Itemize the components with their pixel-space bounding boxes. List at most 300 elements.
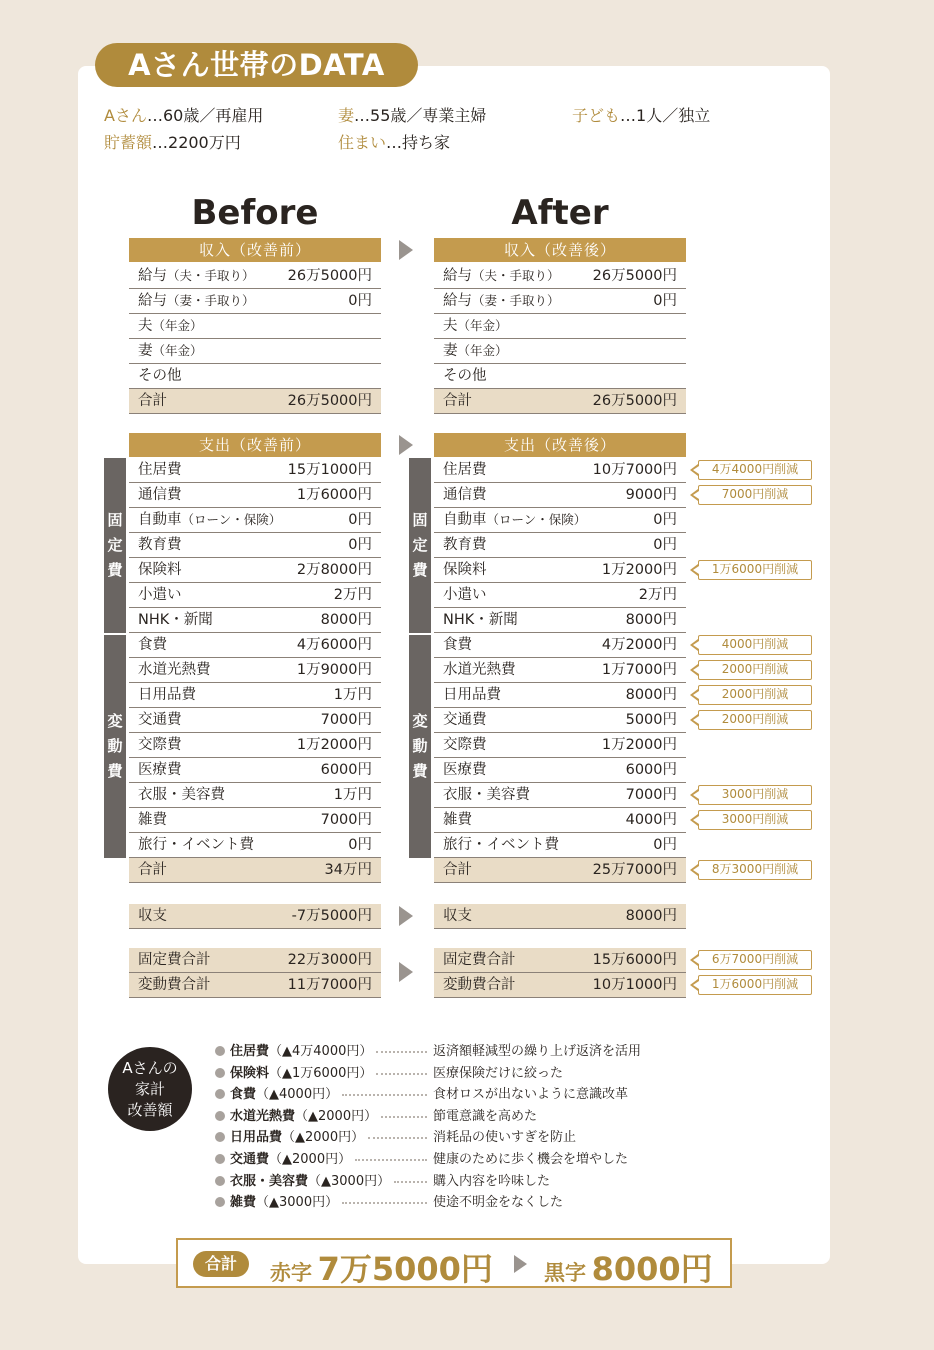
before-income-header: 収入（改善前） [129,238,381,262]
row-label-main: 合計 [138,393,167,409]
category-char: 動 [412,737,428,755]
improvement-item [215,1041,665,1062]
row-label [443,583,487,607]
table-row [129,533,381,558]
table-row [129,339,381,364]
row-value: 1万2000円 [601,737,677,753]
row-value: 4000円 [625,812,677,828]
surplus-value: 8000円 [591,1250,713,1288]
dotted-leader [376,1073,427,1075]
row-label-main: 雑費 [138,812,167,828]
row-value: 1万2000円 [601,562,677,578]
row-label [443,264,560,288]
row-value: 2万8000円 [296,562,372,578]
row-value: 0円 [653,512,677,528]
circle-line: Aさんの [122,1058,178,1077]
row-value: 0円 [348,837,372,853]
row-label-main: 保険料 [443,562,487,578]
row-label [138,683,196,707]
table-row [434,508,686,533]
table-row [129,633,381,658]
profile-a-value: …60歳／再雇用 [146,106,264,125]
row-label [443,608,518,632]
dotted-leader [342,1094,427,1096]
item-description: 使途不明金をなくした [433,1195,564,1211]
row-label [443,973,516,997]
row-label-main: 合計 [443,862,472,878]
row-label-main: 自動車 [138,512,182,528]
table-row [129,583,381,608]
reduction-badge: 1万6000円削減 [698,975,812,995]
row-value: 0円 [653,837,677,853]
profile-savings-label: 貯蓄額 [104,133,153,152]
total-row [129,948,381,973]
row-value: 1万7000円 [601,662,677,678]
total-row [434,904,686,929]
row-label [138,458,182,482]
row-label [138,758,182,782]
table-row [129,708,381,733]
row-value: 7000円 [625,787,677,803]
before-after-arrow-icon [399,240,413,260]
row-label [443,708,487,732]
row-label-main: 合計 [443,393,472,409]
row-label-main: 妻 [138,343,153,359]
item-description: 返済額軽減型の繰り上げ返済を活用 [433,1044,642,1059]
row-label-main: 教育費 [138,537,182,553]
row-label [138,583,182,607]
table-row [434,264,686,289]
improvement-item [215,1063,665,1084]
row-label [443,833,559,857]
row-label-main: 衣服・美容費 [443,787,530,803]
row-label [138,633,167,657]
row-label [443,633,472,657]
table-row [434,658,686,683]
table-row [434,633,686,658]
table-row [434,733,686,758]
table-row [434,583,686,608]
row-value: 0円 [348,512,372,528]
table-row [434,458,686,483]
table-row [434,339,686,364]
row-label-main: 夫 [443,318,458,334]
row-value: 1万2000円 [296,737,372,753]
bullet-icon [215,1132,225,1142]
row-label-main: 小遣い [138,587,182,603]
item-description: 消耗品の使いすぎを防止 [433,1130,577,1146]
row-label-main: その他 [443,368,487,384]
before-after-arrow-icon [399,435,413,455]
before-after-arrow-icon [399,962,413,982]
row-label [443,314,508,338]
table-row [129,314,381,339]
row-label [443,458,487,482]
row-label [443,758,487,782]
row-label-main: NHK・新聞 [138,612,213,628]
row-value: 8000円 [625,612,677,628]
row-label [138,808,167,832]
row-label-main: 衣服・美容費 [138,787,225,803]
deficit-label: 赤字 [270,1261,312,1285]
row-value: 34万円 [324,862,372,878]
row-label-main: 医療費 [443,762,487,778]
bullet-icon [215,1111,225,1121]
row-label [443,858,472,882]
table-row [129,364,381,389]
row-value: 8000円 [625,908,677,924]
row-label [138,314,203,338]
row-value: 0円 [653,293,677,309]
row-label-note: （年金） [457,343,508,358]
profile-savings [104,130,241,153]
row-label [443,683,501,707]
category-char: 変 [107,712,123,730]
row-label-main: 収支 [443,908,472,924]
row-label [138,533,182,557]
row-label [443,558,487,582]
row-label-note: （妻・手取り） [167,293,255,308]
row-label-main: 雑費 [443,812,472,828]
row-label [443,533,487,557]
table-row [434,314,686,339]
table-row [129,833,381,858]
row-label [138,558,182,582]
row-label-main: 通信費 [443,487,487,503]
row-label-note: （年金） [152,318,203,333]
row-label [443,364,487,388]
bullet-icon [215,1154,225,1164]
dotted-leader [342,1202,427,1204]
item-amount: （▲2000円） [269,1152,352,1167]
row-value: 15万1000円 [287,462,372,478]
profile-a-label: Aさん [104,106,147,125]
table-row [434,289,686,314]
after-expense-header: 支出（改善後） [434,433,686,457]
category-char: 費 [412,561,428,579]
row-value: 1万9000円 [296,662,372,678]
profile-child-value: …1人／独立 [620,106,711,125]
circle-line: 家計 [134,1079,165,1098]
row-label-main: 日用品費 [443,687,501,703]
row-label [138,608,213,632]
row-label-note: （夫・手取り） [472,268,560,283]
row-label-main: その他 [138,368,182,384]
item-amount: （▲4万4000円） [269,1044,373,1059]
item-name: 雑費 [230,1195,257,1211]
page-title: Aさん世帯のDATA [95,43,418,87]
improvement-item [215,1149,665,1170]
table-row [434,364,686,389]
row-label [443,389,472,413]
category-char: 固 [412,511,428,529]
category-char: 定 [412,536,428,554]
total-row [434,858,686,883]
row-label-main: 収支 [138,908,167,924]
before-heading: Before [191,193,319,233]
row-label [138,833,254,857]
row-label-main: 食費 [443,637,472,653]
reduction-badge: 8万3000円削減 [698,860,812,880]
row-label-main: 妻 [443,343,458,359]
total-row [129,389,381,414]
category-char: 費 [412,762,428,780]
row-label [138,948,211,972]
table-row [129,783,381,808]
row-value: 8000円 [625,687,677,703]
profile-a [104,103,263,126]
row-label-note: （妻・手取り） [472,293,560,308]
row-label [443,289,560,313]
row-value: 22万3000円 [287,952,372,968]
row-label-main: 旅行・イベント費 [443,837,559,853]
row-value: 10万1000円 [592,977,677,993]
surplus-label: 黒字 [544,1261,586,1285]
total-row [434,948,686,973]
row-value: 1万円 [333,787,372,803]
after-variable-category [409,635,431,858]
row-value: -7万5000円 [291,908,372,924]
row-label-note: （年金） [152,343,203,358]
after-heading: After [511,193,609,233]
profile-child [572,103,710,126]
row-value: 26万5000円 [592,393,677,409]
row-label-main: 小遣い [443,587,487,603]
improvement-item [215,1171,665,1192]
row-label-main: 通信費 [138,487,182,503]
table-row [129,483,381,508]
row-label-note: （ローン・保険） [181,512,282,527]
row-label-main: 医療費 [138,762,182,778]
row-label-main: 交通費 [443,712,487,728]
item-name: 日用品費 [230,1130,283,1146]
item-name: 水道光熱費 [230,1108,296,1124]
table-row [129,658,381,683]
table-row [129,458,381,483]
item-amount: （▲3000円） [256,1195,339,1211]
row-label-main: 旅行・イベント費 [138,837,254,853]
row-label-main: 水道光熱費 [443,662,516,678]
table-row [434,758,686,783]
table-row [434,708,686,733]
row-value: 10万7000円 [592,462,677,478]
reduction-badge: 4万4000円削減 [698,460,812,480]
category-char: 定 [107,536,123,554]
profile-wife [338,103,486,126]
row-label [138,733,182,757]
row-label-main: 保険料 [138,562,182,578]
row-label [138,508,281,532]
reduction-badge: 3000円削減 [698,785,812,805]
row-value: 2万円 [333,587,372,603]
total-row [129,973,381,998]
dotted-leader [355,1159,427,1161]
row-label-main: 住居費 [138,462,182,478]
row-value: 15万6000円 [592,952,677,968]
row-label-main: 固定費合計 [443,952,516,968]
item-name: 保険料 [230,1065,270,1081]
reduction-badge: 4000円削減 [698,635,812,655]
table-row [129,733,381,758]
row-value: 7000円 [320,712,372,728]
table-row [129,289,381,314]
row-value: 6000円 [320,762,372,778]
deficit-value: 7万5000円 [317,1250,493,1288]
summary-box [176,1238,732,1288]
row-value: 0円 [348,537,372,553]
row-label-main: 給与 [138,293,167,309]
row-value: 26万5000円 [592,268,677,284]
row-label [138,658,211,682]
item-name: 住居費 [230,1044,270,1059]
row-value: 0円 [653,537,677,553]
item-amount: （▲3000円） [308,1173,391,1189]
item-amount: （▲4000円） [256,1087,339,1103]
improvement-item [215,1084,665,1105]
table-row [434,833,686,858]
row-label [138,904,167,928]
reduction-badge: 3000円削減 [698,810,812,830]
item-name: 食費 [230,1087,257,1103]
table-row [129,558,381,583]
profile-savings-value: …2200万円 [152,133,241,152]
row-label [138,364,182,388]
total-row [129,904,381,929]
table-row [129,608,381,633]
profile-home [338,130,450,153]
table-row [434,683,686,708]
row-label [138,483,182,507]
row-label-main: 給与 [138,268,167,284]
row-label-main: 変動費合計 [443,977,516,993]
deficit-text [270,1244,493,1290]
row-label [443,733,487,757]
row-label-main: 教育費 [443,537,487,553]
table-row [434,533,686,558]
row-value: 4万2000円 [601,637,677,653]
row-label [138,783,225,807]
improvement-item [215,1106,665,1127]
dotted-leader [368,1137,427,1139]
bullet-icon [215,1046,225,1056]
row-value: 5000円 [625,712,677,728]
item-name: 衣服・美容費 [230,1173,309,1189]
row-label [138,973,211,997]
row-label-main: 交際費 [443,737,487,753]
row-label [443,808,472,832]
row-label-main: NHK・新聞 [443,612,518,628]
row-label-main: 交通費 [138,712,182,728]
table-row [434,483,686,508]
category-char: 費 [107,561,123,579]
table-row [434,608,686,633]
bullet-icon [215,1068,225,1078]
after-income-header: 収入（改善後） [434,238,686,262]
row-value: 1万円 [333,687,372,703]
row-label [138,264,255,288]
table-row [129,683,381,708]
row-label-main: 交際費 [138,737,182,753]
table-row [434,558,686,583]
profile-wife-value: …55歳／専業主婦 [354,106,487,125]
row-value: 26万5000円 [287,268,372,284]
row-label [443,483,487,507]
summary-arrow-icon [514,1255,527,1273]
reduction-badge: 1万6000円削減 [698,560,812,580]
row-label-main: 夫 [138,318,153,334]
item-description: 医療保険だけに絞った [433,1065,564,1081]
row-label [138,339,203,363]
row-value: 8000円 [320,612,372,628]
row-label [443,658,516,682]
row-label-main: 給与 [443,293,472,309]
item-amount: （▲2000円） [282,1130,365,1146]
reduction-badge: 2000円削減 [698,660,812,680]
category-char: 動 [107,737,123,755]
table-row [434,783,686,808]
row-label [443,904,472,928]
before-variable-category [104,635,126,858]
row-label [443,948,516,972]
before-after-arrow-icon [399,906,413,926]
total-row [434,389,686,414]
table-row [129,264,381,289]
row-label [138,289,255,313]
profile-home-label: 住まい [338,133,387,152]
reduction-badge: 6万7000円削減 [698,950,812,970]
table-row [129,758,381,783]
category-char: 変 [412,712,428,730]
surplus-text [544,1244,713,1290]
total-row [434,973,686,998]
bullet-icon [215,1176,225,1186]
table-row [129,808,381,833]
reduction-badge: 2000円削減 [698,685,812,705]
row-label-main: 変動費合計 [138,977,211,993]
improvement-item [215,1192,665,1213]
row-value: 26万5000円 [287,393,372,409]
row-label-main: 食費 [138,637,167,653]
row-value: 4万6000円 [296,637,372,653]
row-value: 25万7000円 [592,862,677,878]
row-label-main: 合計 [138,862,167,878]
row-label-note: （年金） [457,318,508,333]
row-label [138,858,167,882]
item-description: 購入内容を吟味した [433,1173,551,1189]
row-label [138,389,167,413]
row-label-main: 自動車 [443,512,487,528]
item-amount: （▲1万6000円） [269,1065,373,1081]
improvement-circle [108,1047,192,1131]
row-label-main: 給与 [443,268,472,284]
row-label-main: 水道光熱費 [138,662,211,678]
row-value: 7000円 [320,812,372,828]
row-value: 11万7000円 [287,977,372,993]
bullet-icon [215,1089,225,1099]
row-value: 0円 [348,293,372,309]
category-char: 固 [107,511,123,529]
before-fixed-category [104,458,126,633]
row-label [138,708,182,732]
summary-pill: 合計 [193,1251,249,1277]
before-expense-header: 支出（改善前） [129,433,381,457]
total-row [129,858,381,883]
row-label-note: （夫・手取り） [167,268,255,283]
row-label-main: 住居費 [443,462,487,478]
improvement-item [215,1127,665,1148]
row-value: 2万円 [638,587,677,603]
profile-home-value: …持ち家 [386,133,451,152]
